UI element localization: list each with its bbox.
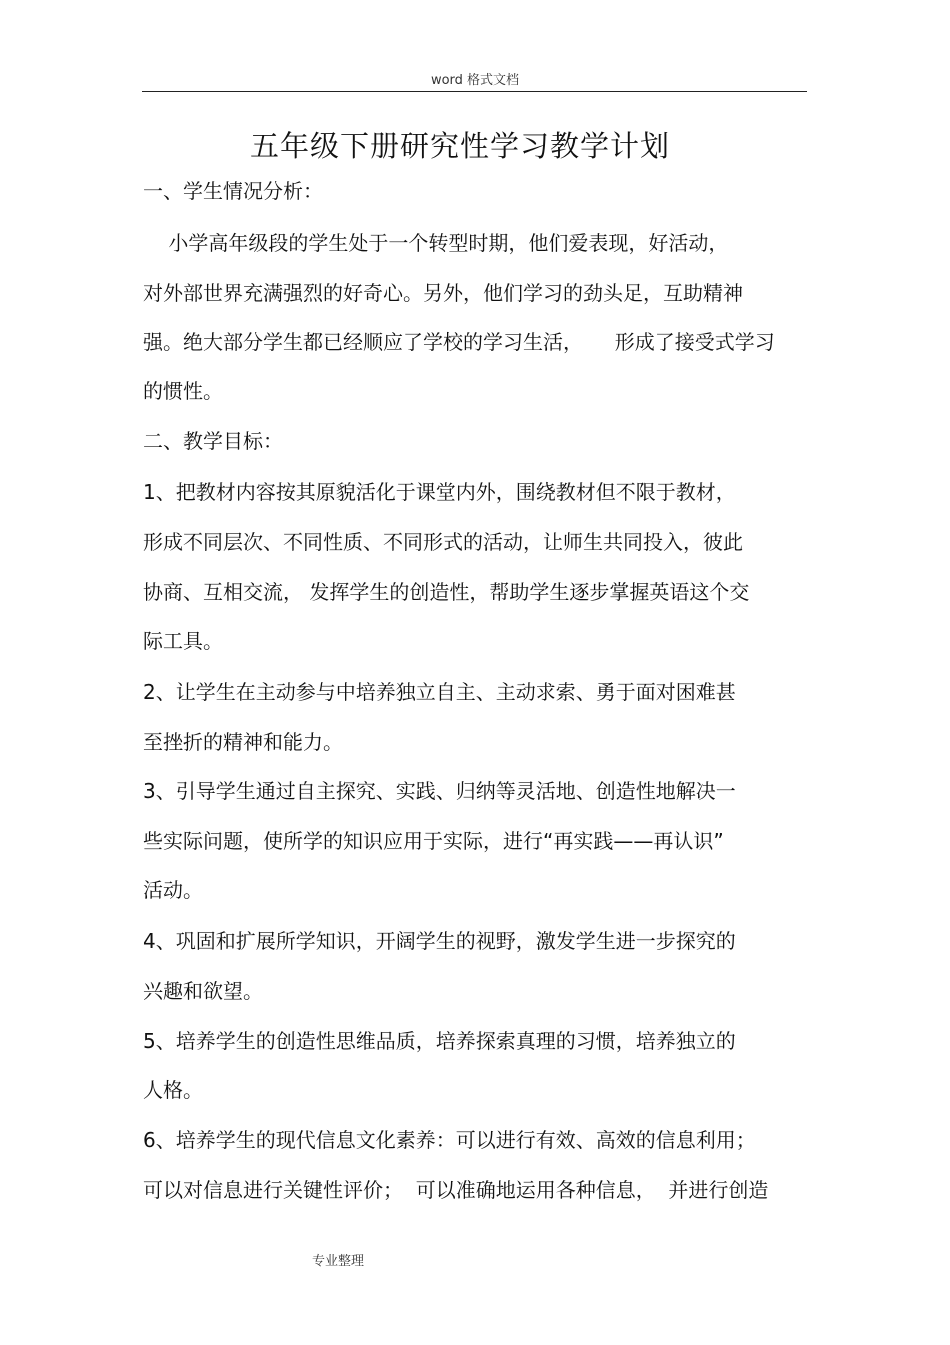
page-footer: 专业整理 (312, 1254, 365, 1269)
list-item-line: 可以对信息进行关键性评价； 可以准确地运用各种信息， 并进行创造 (143, 1178, 769, 1202)
section-heading-2: 二、教学目标： (143, 429, 283, 453)
paragraph-line: 小学高年级段的学生处于一个转型时期，他们爱表现，好活动， (143, 231, 729, 255)
list-item-line: 3、引导学生通过自主探究、实践、归纳等灵活地、创造性地解决一 (143, 779, 736, 803)
list-item-line: 人格。 (143, 1078, 203, 1102)
list-item-line: 至挫折的精神和能力。 (143, 730, 343, 754)
list-item-line: 4、巩固和扩展所学知识，开阔学生的视野，激发学生进一步探究的 (143, 929, 736, 953)
list-item-line: 些实际问题，使所学的知识应用于实际，进行“再实践——再认识” (143, 829, 724, 853)
list-item-line: 1、把教材内容按其原貌活化于课堂内外，围绕教材但不限于教材， (143, 480, 736, 504)
document-title: 五年级下册研究性学习教学计划 (249, 129, 670, 163)
list-item-line: 兴趣和欲望。 (143, 979, 263, 1003)
list-item-line: 协商、互相交流， 发挥学生的创造性，帮助学生逐步掌握英语这个交 (143, 580, 750, 604)
header-divider (142, 91, 807, 92)
section-heading-1: 一、学生情况分析： (143, 179, 323, 203)
paragraph-line: 的惯性。 (143, 379, 223, 403)
list-item-line: 6、培养学生的现代信息文化素养：可以进行有效、高效的信息利用； (143, 1128, 756, 1152)
list-item-line: 形成不同层次、不同性质、不同形式的活动，让师生共同投入，彼此 (143, 530, 743, 554)
list-item-line: 际工具。 (143, 629, 223, 653)
list-item-line: 2、让学生在主动参与中培养独立自主、主动求索、勇于面对困难甚 (143, 680, 736, 704)
list-item-line: 活动。 (143, 878, 203, 902)
paragraph-line: 对外部世界充满强烈的好奇心。另外，他们学习的劲头足，互助精神 (143, 281, 743, 305)
paragraph-line: 强。绝大部分学生都已经顺应了学校的学习生活， 形成了接受式学习 (143, 330, 775, 354)
list-item-line: 5、培养学生的创造性思维品质，培养探索真理的习惯，培养独立的 (143, 1029, 736, 1053)
page-header: word 格式文档 (430, 73, 520, 88)
